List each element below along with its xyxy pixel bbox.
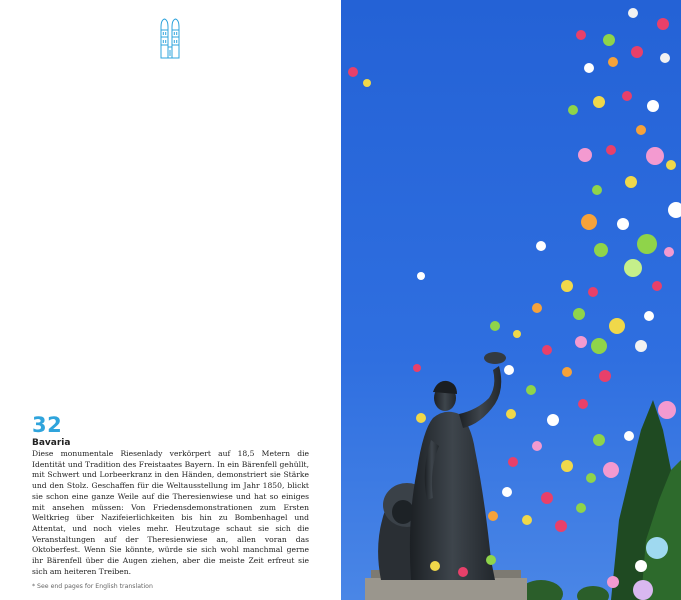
entry-number: 32 bbox=[32, 413, 63, 437]
frauenkirche-towers-icon bbox=[159, 17, 181, 59]
entry-title: Bavaria bbox=[32, 438, 71, 448]
footnote: * See end pages for English translation bbox=[32, 583, 153, 591]
entry-body: Diese monumentale Riesenlady verkörpert auf 18,5 Metern die Identität und Tradition des Freistaates Bayern. In ein Bärenfell gehüllt, mit Schwert und Lorbeerkranz in den Händen, demonstriert sie Stärke und den Stolz. Geschaffen für die Weltausstellung im Jahr 1850, blickt sie schon eine ganze Weile auf die Theresienwiese und hat so einiges mit ansehen müssen: Von Friedensdemonstrationen zum Ersten Weltkrieg über Nazifeierlichkeiten bis hin zu Bombenhagel und Attentat, und noch vieles mehr. Heutzutage schaut sie sich die Veranstaltungen auf der Theresienwiese an, allen voran das Oktoberfest. Wenn Sie könnte, würde sie sich wohl manchmal gerne ihr Bärenfell über die Augen ziehen, aber die meiste Zeit erfreut sie sich am heiteren Treiben. bbox=[32, 449, 309, 576]
bavaria-statue-photo bbox=[341, 0, 681, 600]
entry bbox=[32, 414, 309, 591]
right-page bbox=[341, 0, 681, 600]
